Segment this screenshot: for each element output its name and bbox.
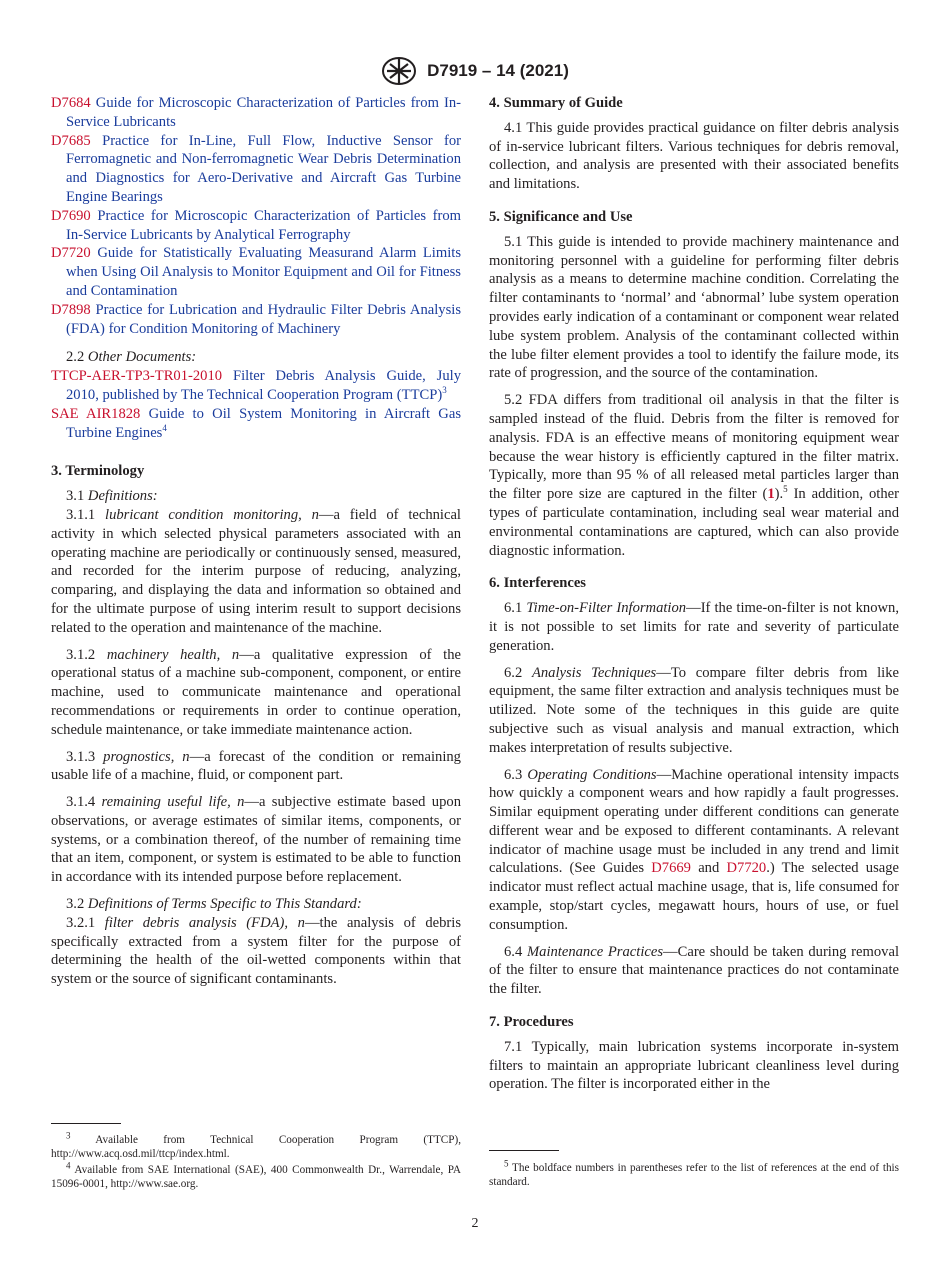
astm-logo-icon bbox=[381, 56, 417, 86]
footnote-rule bbox=[489, 1150, 559, 1151]
page-number: 2 bbox=[471, 1216, 479, 1231]
reference-code[interactable]: D7898 bbox=[51, 301, 91, 318]
section-heading-terminology: 3. Terminology bbox=[51, 463, 145, 480]
reference-title[interactable]: Guide to Oil System Monitoring in Aircraft Gas Turbine Engines bbox=[66, 405, 462, 441]
section-heading-interferences: 6. Interferences bbox=[489, 575, 586, 592]
paragraph-6-3: 6.3 Operating Conditions—Machine operational intensity impacts how quickly a component wears and how rapidly a fault progresses. Similar equipment operating under different conditions can generate different wear and be exposed to different contaminants. A relevant indicator of machine usage must be included in any trend and limit calculations. (See Guides D7669 and D7720.) The selected usage indicator must reflect actual machine usage, that is, life consumed for example, stop/start cycles, megawatt hours, hours of use, or fuel consumption. bbox=[489, 766, 899, 933]
reference-code[interactable]: SAE AIR1828 bbox=[51, 405, 141, 422]
paragraph-6-2: 6.2 Analysis Techniques—To compare filter debris from like equipment, the same filter extraction and analysis techniques must be utilized. Note some of the techniques in this guide are quite subjective such as visual analysis and manual extraction, which makes interpretation of results subjective. bbox=[489, 664, 900, 756]
reference-code[interactable]: D7690 bbox=[51, 207, 91, 224]
paragraph-3-1: 3.1 Definitions: bbox=[66, 488, 158, 505]
standard-designation: D7919 – 14 (2021) bbox=[427, 61, 569, 80]
reference-code[interactable]: D7684 bbox=[51, 95, 91, 111]
reference-title[interactable]: Practice for In-Line, Full Flow, Inductive Sensor for Ferromagnetic and Non-ferromagnetic Wear Debris Determination and Diagnostics for Aero-Derivative and Aircraft Gas Turbine Engine Bearings bbox=[66, 132, 461, 205]
footnote: $^3$ Available from Technical Cooperation Program (TTCP), http://www.acq.osd.mil/ttcp/index.html. bbox=[51, 1130, 461, 1160]
section-heading-procedures: 7. Procedures bbox=[489, 1014, 574, 1031]
paragraph-3-1-4: 3.1.4 remaining useful life, n—a subjective estimate based upon observations, or average estimates of similar items, components, or systems, or a combination thereof, of the number of remaining time that an item, component, or system is estimated to be able to function in accordance with its intended purpose before replacement. bbox=[51, 794, 461, 886]
reference-link[interactable]: D7669 bbox=[651, 860, 691, 877]
paragraph-6-1: 6.1 Time-on-Filter Information—If the time-on-filter is not known, it is not possible to set limits for rate and severity of particulate generation. bbox=[489, 600, 900, 654]
reference-title[interactable]: Guide for Statistically Evaluating Measurand Alarm Limits when Using Oil Analysis to Monitor Equipment and Oil for Fitness and Contamination bbox=[66, 245, 461, 299]
reference-code[interactable]: D7720 bbox=[51, 245, 91, 262]
section-heading-summary: 4. Summary of Guide bbox=[489, 95, 623, 111]
reference-title[interactable]: Guide for Microscopic Characterization of Particles from In-Service Lubricants bbox=[66, 95, 462, 130]
reference-list bbox=[51, 94, 461, 338]
reference-item bbox=[51, 244, 461, 300]
paragraph-3-1-1: 3.1.1 lubricant condition monitoring, n—a field of technical activity in which selected physical parameters associated with an operating machine are periodically or continuously sensed, measured, and recorded for the interim purpose of reducing, analyzing, comparing, and displaying the data and information so obtained and for the ultimate purpose of using interim result to support decisions related to the operation and maintenance of the machine. bbox=[51, 506, 461, 636]
paragraph-5-1: 5.1 This guide is intended to provide machinery maintenance and monitoring personnel with a guideline for performing filter debris analysis as a means to determine machine condition. Correlating the filter contaminants to ‘normal’ and ‘abnormal’ lube system operation provides early indication of a contaminant or component wear related lube system problem. Analysis of the contaminant collected within the lube filter element provides a tool to identify the failure mode, its rate of progression, and the source of the contamination. bbox=[489, 233, 899, 382]
reference-title[interactable]: Practice for Microscopic Characterization of Particles from In-Service Lubricants by Analytical Ferrography bbox=[66, 207, 461, 243]
paragraph-6-4: 6.4 Maintenance Practices—Care should be taken during removal of the filter to ensure that maintenance practices do not contaminate the filter. bbox=[489, 943, 899, 998]
paragraph-3-2: 3.2 Definitions of Terms Specific to This Standard: bbox=[66, 896, 362, 913]
other-documents-heading: 2.2 Other Documents: bbox=[66, 349, 197, 366]
reference-item bbox=[51, 367, 461, 405]
paragraph-3-1-3: 3.1.3 prognostics, n—a forecast of the condition or remaining usable life of a machine, fluid, or component part. bbox=[51, 748, 461, 784]
footnote-mark: 5 bbox=[783, 484, 788, 495]
reference-item bbox=[51, 207, 461, 245]
reference-item bbox=[51, 94, 461, 132]
right-column bbox=[489, 94, 899, 1102]
reference-item bbox=[51, 132, 461, 207]
reference-title[interactable]: Practice for Lubrication and Hydraulic Filter Debris Analysis (FDA) for Condition Monitoring of Machinery bbox=[66, 301, 461, 337]
right-footnotes bbox=[489, 1158, 899, 1191]
paragraph-5-2: 5.2 FDA differs from traditional oil analysis in that the filter is sampled instead of the fluid. Debris from the filter is removed for analysis. FDA is an effective means of monitoring equipment wear because the wear history is efficiently captured in the filter matrix. Typically, more than 95 % of all released metal particles larger than the filter pore size are captured in the filter (1).$^5$ In addition, other types of particulate contamination, including seal wear material and environmental contaminations are captured, which can also provide diagnostic information. bbox=[489, 392, 899, 559]
left-column bbox=[51, 94, 461, 997]
section-heading-significance: 5. Significance and Use bbox=[489, 208, 633, 225]
footnote: $^5$ The boldface numbers in parentheses refer to the list of references at the end of this standard. bbox=[489, 1158, 899, 1188]
reference-title[interactable]: Filter Debris Analysis Guide, July 2010, published by The Technical Cooperation Program (TTCP) bbox=[66, 368, 461, 403]
reference-item bbox=[51, 301, 461, 339]
reference-link[interactable]: D7720 bbox=[726, 860, 767, 877]
reference-code[interactable]: D7685 bbox=[51, 132, 91, 149]
reference-link[interactable]: 1 bbox=[767, 486, 775, 503]
page-header bbox=[0, 56, 950, 86]
reference-code[interactable]: TTCP-AER-TP3-TR01-2010 bbox=[51, 368, 223, 385]
paragraph-4-1: 4.1 This guide provides practical guidance on filter debris analysis of in-service lubricant filters. Various techniques for debris removal, collection, and analysis are presented with their associated benefits and limitations. bbox=[489, 119, 899, 193]
paragraph-7-1: 7.1 Typically, main lubrication systems incorporate in-system filters to maintain an appropriate lubricant cleanliness level during operation. The filter is incorporated either in the bbox=[489, 1038, 899, 1093]
reference-item bbox=[51, 405, 461, 443]
paragraph-3-2-1: 3.2.1 filter debris analysis (FDA), n—the analysis of debris specifically extracted from a system filter for the purpose of determining the health of the oil-wetted components within that system or the source of significant contaminants. bbox=[51, 914, 461, 988]
footnote-mark[interactable]: 3 bbox=[442, 385, 447, 396]
paragraph-3-1-2: 3.1.2 machinery health, n—a qualitative expression of the operational status of a machine sub-component, component, or entire machine, used to communicate maintenance and operational recommendations or requirements in order to continue operation, schedule maintenance, or take immediate maintenance action. bbox=[51, 646, 461, 738]
footnote-mark[interactable]: 4 bbox=[162, 422, 167, 433]
footnote: $^4$ Available from SAE International (SAE), 400 Commonwealth Dr., Warrendale, PA 15096-0001, http://www.sae.org. bbox=[51, 1160, 461, 1190]
left-footnotes bbox=[51, 1130, 461, 1193]
footnote-rule bbox=[51, 1123, 121, 1124]
